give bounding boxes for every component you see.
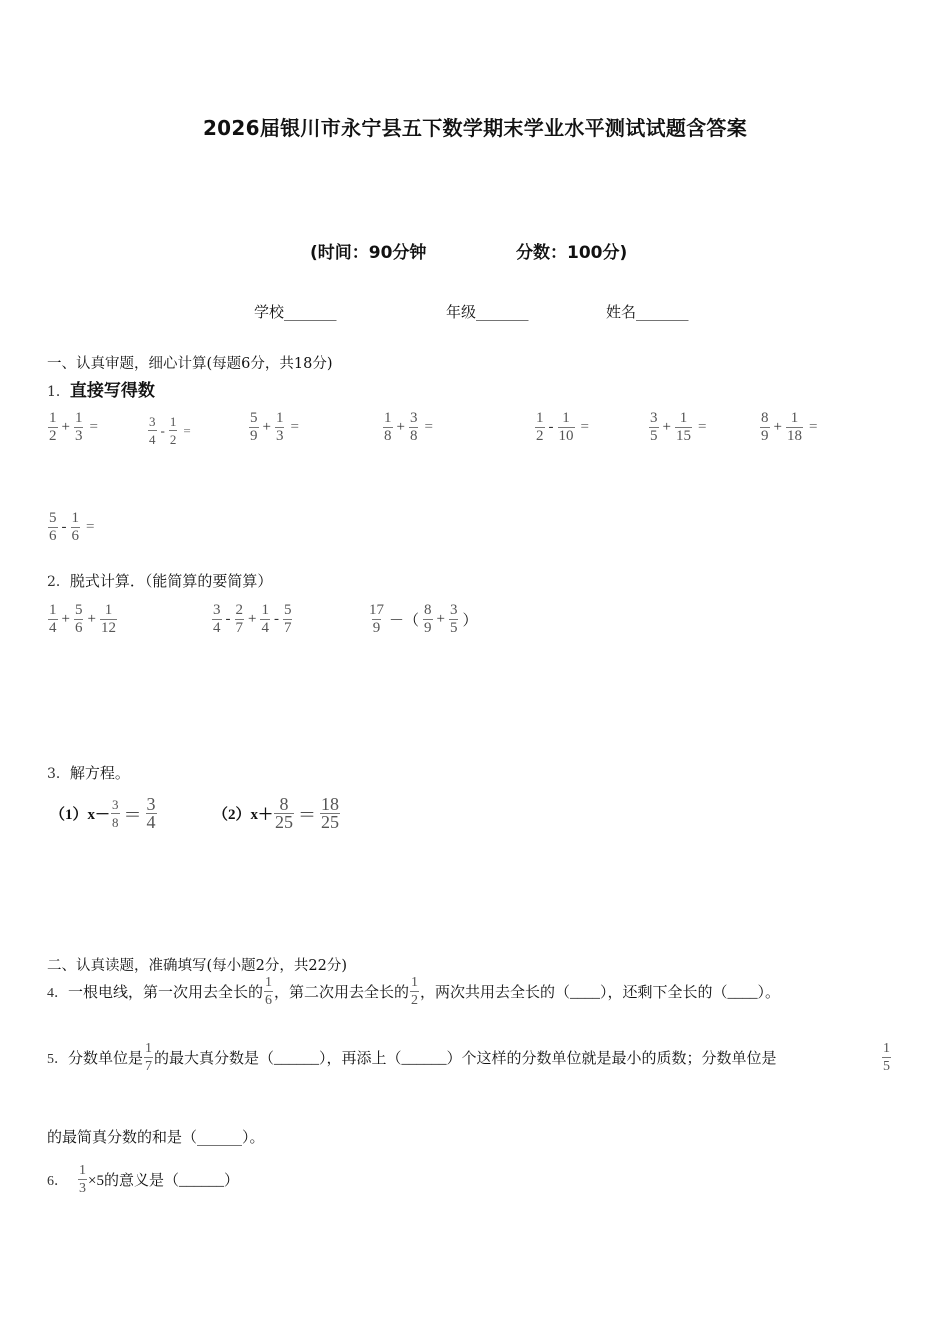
- question-5-continued: 的最简真分数的和是（______）。: [47, 1128, 265, 1146]
- question-number: 4．: [47, 985, 68, 1001]
- document-title: 2026届银川市永宁县五下数学期末学业水平测试试题含答案: [202, 116, 748, 140]
- fraction: $\frac{8}{25}$: [275, 794, 294, 832]
- section-1-heading: 一、认真审题，细心计算(每题6分，共18分): [47, 356, 333, 372]
- fraction: $\frac{3}{4}$: [146, 794, 156, 832]
- q2-expression-2: $\frac{3}{4}$ - $\frac{2}{7}$ + $\frac{1}{4}$ - $\frac{5}{7}$: [213, 602, 292, 636]
- school-field[interactable]: 学校_______: [254, 303, 337, 321]
- question-label: 脱式计算．（能简算的要简算）: [69, 572, 273, 590]
- fraction: $\frac{1}{6}$: [265, 975, 273, 1008]
- question-number: 5．: [47, 1051, 68, 1067]
- fraction: $\frac{1}{8}$: [384, 410, 392, 444]
- fraction: $\frac{18}{25}$: [321, 794, 340, 832]
- q3-equation-1: （1）x－ $\frac{3}{8}$ ＝ $\frac{3}{4}$: [50, 794, 156, 832]
- section-2-heading: 二、认真读题，准确填写(每小题2分，共22分): [47, 958, 347, 974]
- fraction: $\frac{1}{4}$: [49, 602, 57, 636]
- fraction: $\frac{1}{2}$: [169, 414, 177, 447]
- fraction: $\frac{1}{7}$: [145, 1041, 153, 1074]
- fraction: $\frac{3}{8}$: [112, 797, 119, 830]
- question-number: 1．: [47, 384, 70, 400]
- fraction: $\frac{1}{2}$: [411, 975, 419, 1008]
- fraction: $\frac{1}{18}$: [786, 410, 802, 444]
- fraction: $\frac{1}{3}$: [74, 410, 83, 444]
- question-2-title: [47, 570, 272, 591]
- fraction: $\frac{1}{4}$: [261, 602, 269, 636]
- question-3-title: [47, 762, 130, 783]
- q1-item-2: $\frac{3}{4}$ - $\frac{1}{2}$ =: [149, 414, 191, 447]
- fraction: $\frac{1}{6}$: [71, 510, 79, 544]
- fraction: $\frac{5}{7}$: [283, 602, 292, 636]
- fraction: $\frac{3}{5}$: [650, 410, 658, 444]
- fraction: $\frac{3}{5}$: [449, 602, 458, 636]
- fraction: $\frac{3}{8}$: [409, 410, 418, 444]
- fraction: $\frac{3}{4}$: [213, 602, 221, 636]
- q2-expression-1: $\frac{1}{4}$ + $\frac{5}{6}$ + $\frac{1}{12}$: [49, 602, 116, 636]
- q1-item-6: $\frac{3}{5}$ + $\frac{1}{15}$ =: [650, 410, 707, 444]
- grade-field[interactable]: 年级_______: [446, 303, 529, 321]
- fraction: $\frac{17}{9}$: [369, 602, 384, 636]
- question-label: 直接写得数: [69, 381, 155, 401]
- question-label: 解方程。: [69, 764, 130, 782]
- fraction: $\frac{8}{9}$: [424, 602, 432, 636]
- fraction: $\frac{8}{9}$: [761, 410, 769, 444]
- fraction: $\frac{1}{2}$: [536, 410, 544, 444]
- q1-item-1: $\frac{1}{2}$ + $\frac{1}{3}$ =: [49, 410, 98, 444]
- question-4: 4． 一根电线，第一次用去全长的 $\frac{1}{6}$ ，第二次用去全长的 $\frac{1}{2}$ ，两次共用去全长的（____），还剩下全长的（____）。: [47, 975, 781, 1008]
- fraction: $\frac{5}{9}$: [250, 410, 258, 444]
- q1-item-4: $\frac{1}{8}$ + $\frac{3}{8}$ =: [384, 410, 433, 444]
- q1-item-8: $\frac{5}{6}$ - $\frac{1}{6}$ =: [49, 510, 95, 544]
- fraction: $\frac{1}{3}$: [79, 1163, 86, 1196]
- q3-equation-2: （2）x＋ $\frac{8}{25}$ ＝ $\frac{18}{25}$: [213, 794, 340, 832]
- q1-item-5: $\frac{1}{2}$ - $\frac{1}{10}$ =: [536, 410, 589, 444]
- name-field[interactable]: 姓名_______: [606, 303, 689, 321]
- question-number: 2．: [47, 574, 70, 590]
- question-6: 6． $\frac{1}{3}$ ×5的意义是（______）: [47, 1163, 239, 1196]
- q1-item-3: $\frac{5}{9}$ + $\frac{1}{3}$ =: [250, 410, 299, 444]
- q1-item-7: $\frac{8}{9}$ + $\frac{1}{18}$ =: [761, 410, 818, 444]
- question-number: 6．: [47, 1173, 68, 1189]
- fraction: $\frac{1}{5}$: [883, 1041, 890, 1074]
- fraction: $\frac{1}{2}$: [49, 410, 57, 444]
- fraction: $\frac{2}{7}$: [235, 602, 243, 636]
- fraction: $\frac{1}{10}$: [558, 410, 574, 444]
- exam-score: 分数：100分): [516, 243, 628, 263]
- question-1-title: [47, 376, 155, 401]
- fraction: $\frac{5}{6}$: [74, 602, 83, 636]
- fraction: $\frac{1}{3}$: [275, 410, 284, 444]
- fraction: $\frac{5}{6}$: [49, 510, 57, 544]
- question-number: 3．: [47, 766, 70, 782]
- q2-expression-3: $\frac{17}{9}$ －（ $\frac{8}{9}$ + $\frac{3}{5}$ ）: [369, 602, 478, 636]
- question-5: 5． 分数单位是 $\frac{1}{7}$ 的最大真分数是（______），再添上（______）个这样的分数单位就是最小的质数；分数单位是 $\frac{1}{5}$: [47, 1041, 890, 1074]
- fraction: $\frac{3}{4}$: [149, 414, 156, 447]
- exam-time: (时间：90分钟: [310, 243, 427, 263]
- fraction: $\frac{1}{15}$: [675, 410, 691, 444]
- fraction: $\frac{1}{12}$: [100, 602, 116, 636]
